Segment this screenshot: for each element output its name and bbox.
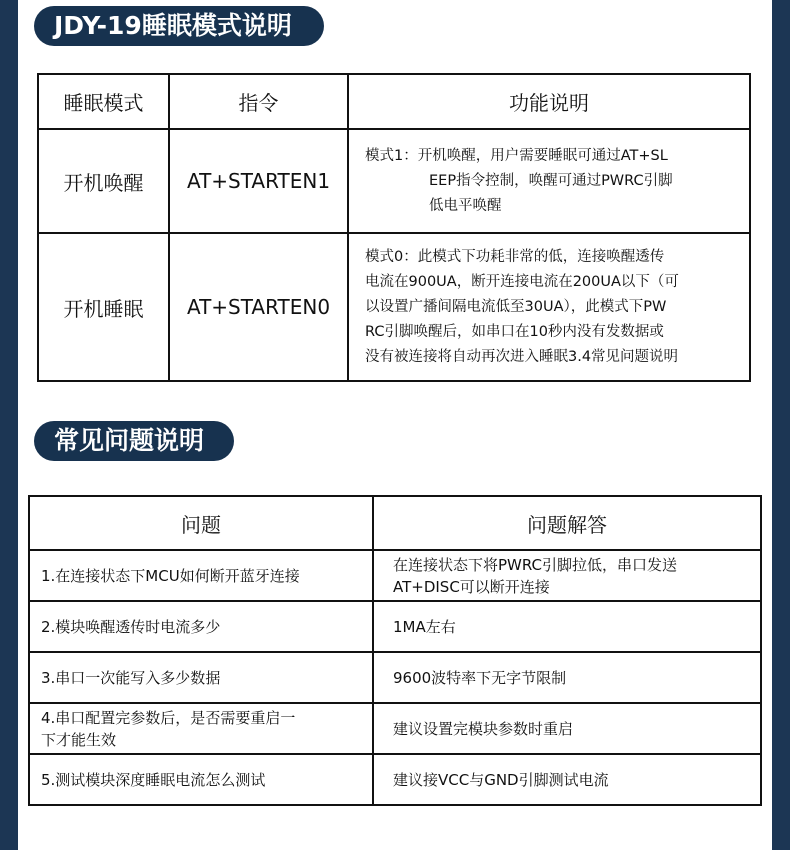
question-cell: 2.模块唤醒透传时电流多少: [29, 601, 373, 652]
question-line: 下才能生效: [41, 730, 117, 749]
table-row: [29, 652, 761, 703]
sleep-table-header-row: [38, 74, 750, 129]
answer-line: AT+DISC可以断开连接: [393, 577, 550, 596]
description-line: RC引脚唤醒后，如串口在10秒内没有发数据或: [365, 323, 664, 340]
question-line: 4.串口配置完参数后，是否需要重启一: [41, 708, 296, 727]
table-row: [38, 233, 750, 381]
question-cell: 1.在连接状态下MCU如何断开蓝牙连接: [29, 550, 373, 601]
description-cell: [348, 129, 750, 233]
answer-cell: 9600波特率下无字节限制: [373, 652, 761, 703]
description-line: 电流在900UA，断开连接电流在200UA以下（可: [365, 273, 679, 290]
sleep-mode-table: [37, 73, 751, 382]
header-question: 问题: [29, 496, 373, 550]
description-cell: [348, 233, 750, 381]
left-border-strip: [0, 0, 18, 850]
description-line: 模式1：开机唤醒，用户需要睡眠可通过AT+SL: [365, 147, 668, 164]
answer-cell: 建议接VCC与GND引脚测试电流: [373, 754, 761, 805]
faq-table-header-row: [29, 496, 761, 550]
table-row: [29, 550, 761, 601]
command-cell: AT+STARTEN0: [169, 233, 348, 381]
header-answer: 问题解答: [373, 496, 761, 550]
answer-line: 在连接状态下将PWRC引脚拉低，串口发送: [393, 555, 678, 574]
question-cell: 5.测试模块深度睡眠电流怎么测试: [29, 754, 373, 805]
mode-cell: 开机睡眠: [38, 233, 169, 381]
answer-cell: 建议设置完模块参数时重启: [373, 703, 761, 754]
description-line: EEP指令控制，唤醒可通过PWRC引脚: [429, 172, 673, 189]
question-cell: [29, 703, 373, 754]
mode-cell: 开机唤醒: [38, 129, 169, 233]
question-cell: 3.串口一次能写入多少数据: [29, 652, 373, 703]
table-row: [29, 703, 761, 754]
faq-table: [28, 495, 762, 806]
header-command: 指令: [169, 74, 348, 129]
table-row: [38, 129, 750, 233]
faq-section-title: 常见问题说明: [34, 421, 234, 461]
description-line: 低电平唤醒: [429, 197, 502, 214]
right-border-strip: [772, 0, 790, 850]
answer-cell: [373, 550, 761, 601]
table-row: [29, 754, 761, 805]
table-row: [29, 601, 761, 652]
description-line: 以设置广播间隔电流低至30UA），此模式下PW: [365, 298, 667, 315]
sleep-mode-section-title: JDY-19睡眠模式说明: [34, 6, 324, 46]
command-cell: AT+STARTEN1: [169, 129, 348, 233]
description-line: 没有被连接将自动再次进入睡眠3.4常见问题说明: [365, 348, 679, 365]
header-function: 功能说明: [348, 74, 750, 129]
description-line: 模式0：此模式下功耗非常的低，连接唤醒透传: [365, 248, 665, 265]
header-sleep-mode: 睡眠模式: [38, 74, 169, 129]
answer-cell: 1MA左右: [373, 601, 761, 652]
